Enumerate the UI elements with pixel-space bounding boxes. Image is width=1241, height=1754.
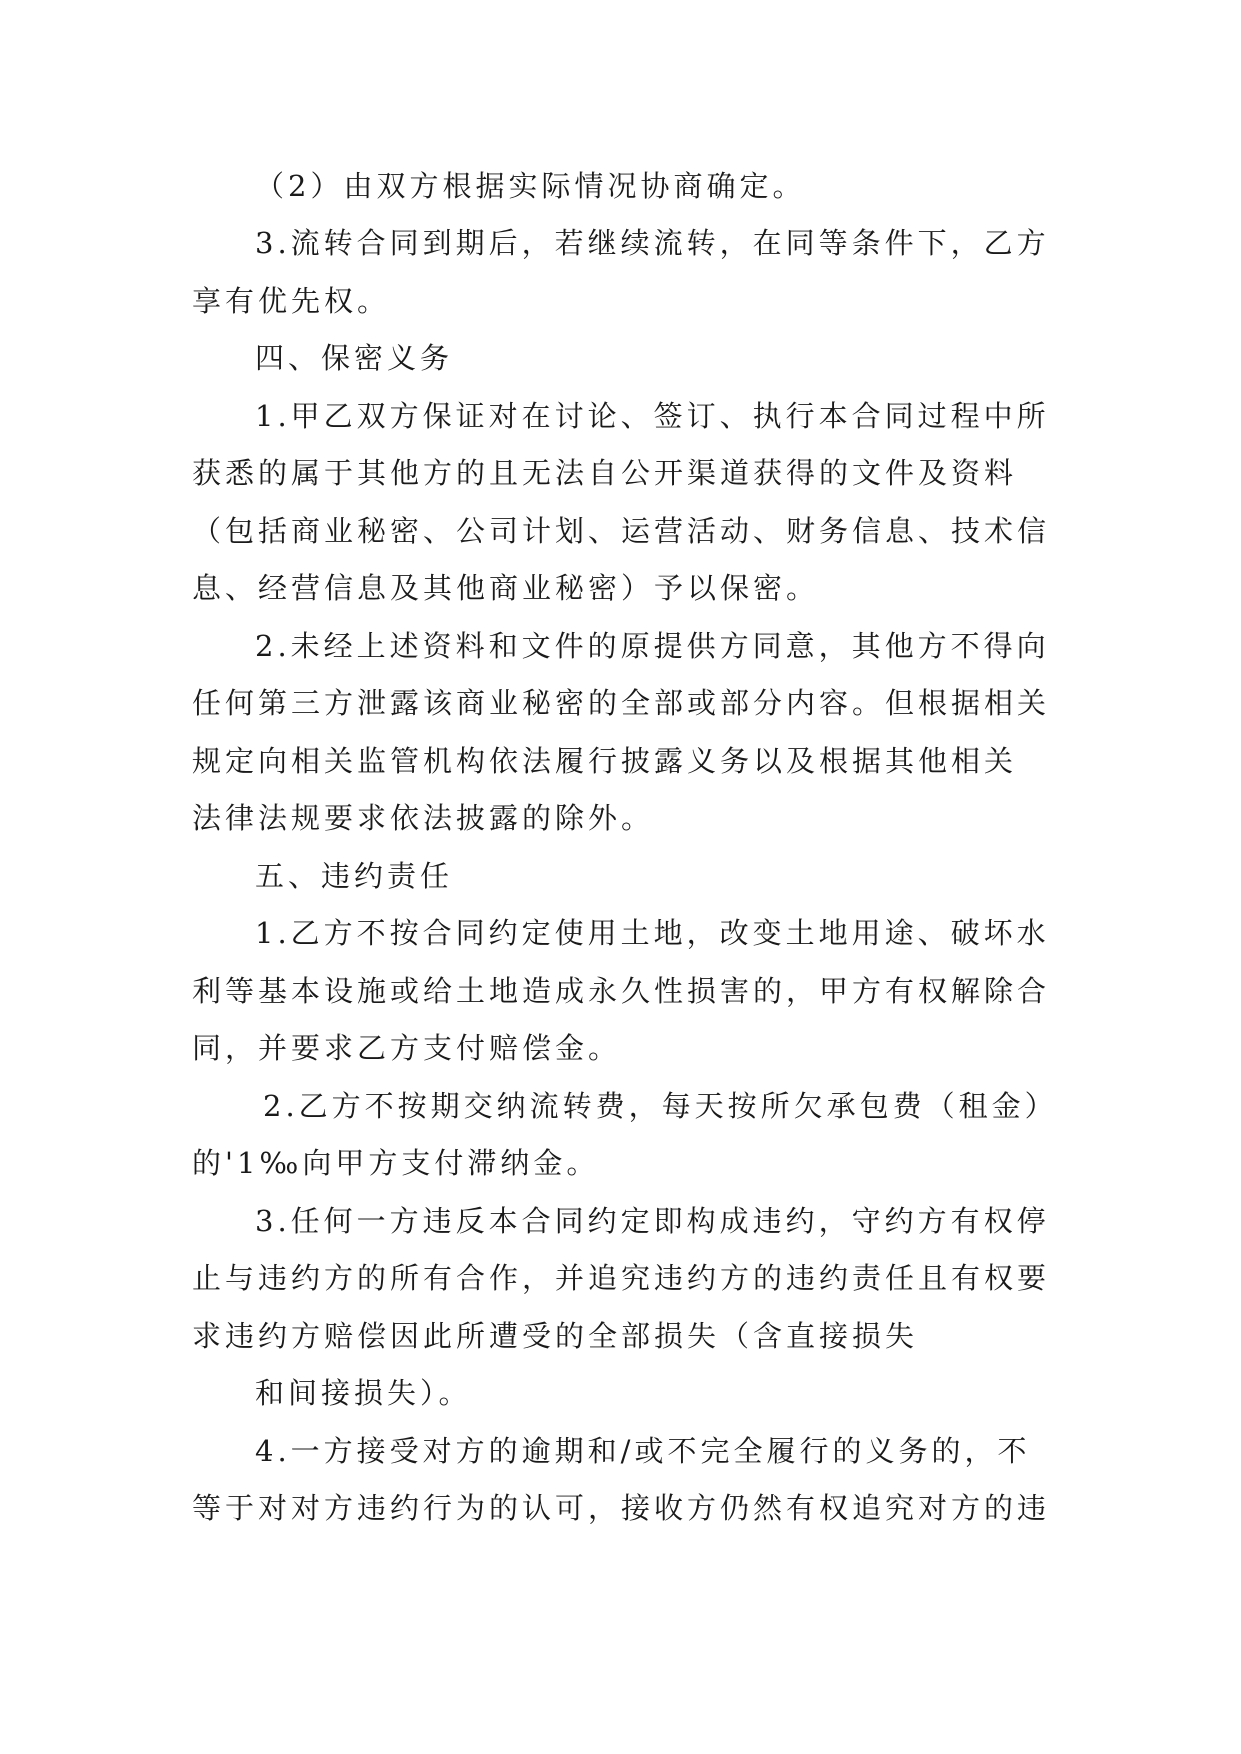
- text-line: 任何第三方泄露该商业秘密的全部或部分内容。但根据相关: [192, 686, 1051, 720]
- text-line: 规定向相关监管机构依法履行披露义务以及根据其他相关: [192, 744, 1018, 778]
- text-line: 等于对对方违约行为的认可，接收方仍然有权追究对方的违: [192, 1491, 1051, 1525]
- text-line: 享有优先权。: [192, 284, 391, 318]
- text-line: 1.甲乙双方保证对在讨论、签订、执行本合同过程中所: [255, 399, 1050, 433]
- text-line: 同，并要求乙方支付赔偿金。: [192, 1031, 622, 1065]
- section-heading: 五、违约责任: [255, 859, 454, 893]
- text-line: 2.乙方不按期交纳流转费，每天按所欠承包费（租金）: [263, 1089, 1058, 1123]
- text-line: （包括商业秘密、公司计划、运营活动、财务信息、技术信: [192, 514, 1051, 548]
- text-line: 2.未经上述资料和文件的原提供方同意，其他方不得向: [255, 629, 1050, 663]
- text-line: 求违约方赔偿因此所遭受的全部损失（含直接损失: [192, 1319, 919, 1353]
- text-line: 3.任何一方违反本合同约定即构成违约，守约方有权停: [255, 1204, 1050, 1238]
- text-line: 3.流转合同到期后，若继续流转，在同等条件下，乙方: [255, 226, 1050, 260]
- text-line: 息、经营信息及其他商业秘密）予以保密。: [192, 571, 820, 605]
- text-line: 利等基本设施或给土地造成永久性损害的，甲方有权解除合: [192, 974, 1051, 1008]
- text-line: 4.一方接受对方的逾期和/或不完全履行的义务的，不: [255, 1434, 1031, 1468]
- text-line: 1.乙方不按合同约定使用土地，改变土地用途、破坏水: [255, 916, 1050, 950]
- text-line: 的'1‰向甲方支付滞纳金。: [192, 1146, 600, 1180]
- text-line: 和间接损失）。: [255, 1376, 472, 1410]
- section-heading: 四、保密义务: [255, 341, 454, 375]
- text-line: 法律法规要求依法披露的除外。: [192, 801, 655, 835]
- text-line: 止与违约方的所有合作，并追究违约方的违约责任且有权要: [192, 1261, 1051, 1295]
- text-line: （2）由双方根据实际情况协商确定。: [255, 169, 806, 203]
- text-line: 获悉的属于其他方的且无法自公开渠道获得的文件及资料: [192, 456, 1018, 490]
